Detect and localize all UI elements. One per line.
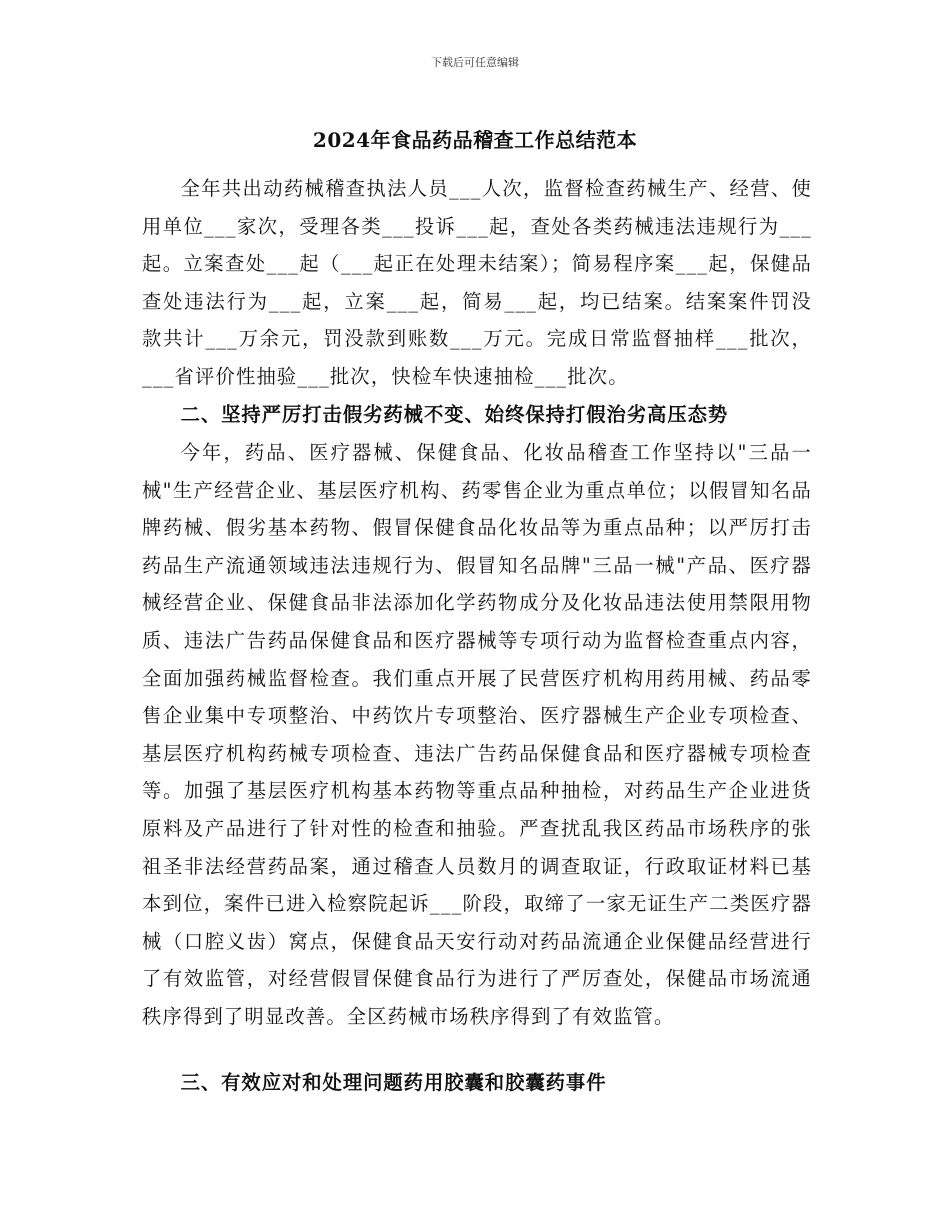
document-title: 2024年食品药品稽查工作总结范本 <box>312 128 638 152</box>
section-heading-2 <box>142 396 842 434</box>
paragraph-text: 今年，药品、医疗器械、保健食品、化妆品稽查工作坚持以"三品一械"生产经营企业、基层医疗机构、药零售企业为重点单位；以假冒知名品牌药械、假劣基本药物、假冒保健食品化妆品等为重点品种；以严厉打击药品生产流通领域违法违规行为、假冒知名品牌"三品一械"产品、医疗器械经营企业、保健食品非法添加化学药物成分及化妆品违法使用禁限用物质、违法广告药品保健食品和医疗器械等专项行动为监督检查重点内容，全面加强药械监督检查。我们重点开展了民营医疗机构用药用械、药品零售企业集中专项整治、中药饮片专项整治、医疗器械生产企业专项检查、基层医疗机构药械专项检查、违法广告药品保健食品和医疗器械专项检查等。加强了基层医疗机构基本药物等重点品种抽检，对药品生产企业进货原料及产品进行了针对性的检查和抽验。严查扰乱我区药品市场秩序的张祖圣非法经营药品案，通过稽查人员数月的调查取证，行政取证材料已基本到位，案件已进入检察院起诉___阶段，取缔了一家无证生产二类医疗器械（口腔义齿）窝点，保健食品天安行动对药品流通企业保健品经营进行了有效监管，对经营假冒保健食品行为进行了严厉查处，保健品市场流通秩序得到了明显改善。全区药械市场秩序得到了有效监管。 <box>142 441 812 1028</box>
body-paragraph-1 <box>142 170 812 396</box>
heading-text: 三、有效应对和处理问题药用胶囊和胶囊药事件 <box>180 1071 607 1094</box>
section-heading-3 <box>142 1064 842 1102</box>
heading-text: 二、坚持严厉打击假劣药械不变、始终保持打假治劣高压态势 <box>180 403 729 426</box>
paragraph-text: 全年共出动药械稽查执法人员___人次，监督检查药械生产、经营、使用单位___家次，受理各类___投诉___起，查处各类药械违法违规行为___起。立案查处___起（___起正在处理未结案）；简易程序案___起，保健品查处违法行为___起，立案___起，简易___起，均已结案。结案案件罚没款共计___万余元，罚没款到账数___万元。完成日常监督抽样___批次，___省评价性抽验___批次，快检车快速抽检___批次。 <box>142 177 812 388</box>
body-paragraph-2 <box>142 434 812 1036</box>
page-header-note: 下载后可任意编辑 <box>431 56 519 69</box>
